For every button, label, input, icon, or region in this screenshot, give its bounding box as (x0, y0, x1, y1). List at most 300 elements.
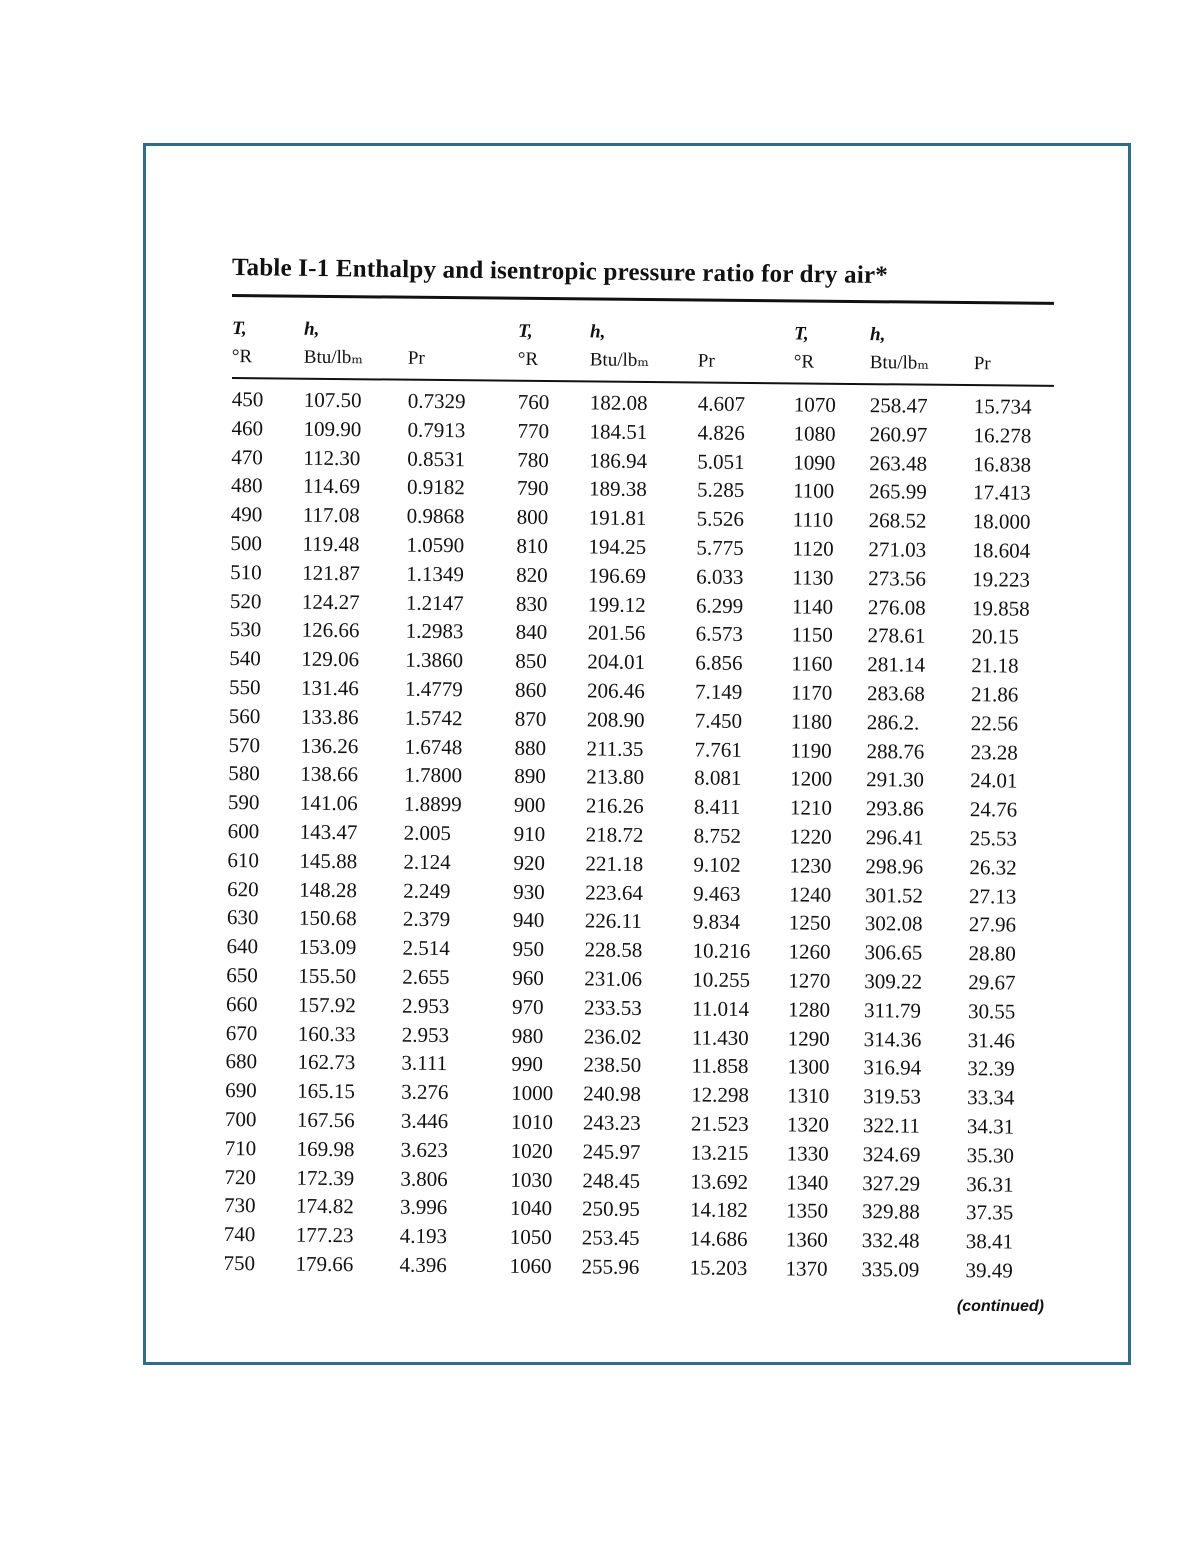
cell-enthalpy: 117.08 (302, 502, 360, 528)
cell-temperature: 450 (231, 386, 264, 412)
cell-pressure-ratio: 27.13 (969, 883, 1017, 909)
cell-pressure-ratio: 7.761 (694, 737, 742, 762)
cell-enthalpy: 332.48 (861, 1228, 920, 1253)
cell-pressure-ratio: 8.752 (693, 823, 742, 848)
cell-enthalpy: 281.14 (867, 652, 926, 677)
cell-enthalpy: 206.46 (586, 678, 645, 703)
cell-enthalpy: 288.76 (866, 738, 925, 764)
cell-temperature: 590 (227, 790, 260, 815)
cell-pressure-ratio: 31.46 (967, 1027, 1016, 1053)
header-unit: Pr (973, 353, 991, 375)
header-temperature (232, 305, 305, 372)
header-unit: Pr (407, 347, 425, 369)
cell-enthalpy: 268.52 (868, 508, 927, 533)
cell-enthalpy: 322.11 (862, 1113, 921, 1138)
header-unit: °R (517, 348, 539, 370)
cell-temperature: 1240 (789, 881, 832, 907)
header-symbol: h, (303, 318, 320, 340)
cell-pressure-ratio: 5.526 (696, 506, 745, 532)
cell-enthalpy: 265.99 (868, 479, 927, 505)
cell-temperature: 460 (231, 415, 264, 441)
cell-enthalpy: 107.50 (303, 387, 362, 413)
cell-enthalpy: 240.98 (583, 1081, 642, 1107)
cell-enthalpy: 248.45 (582, 1167, 641, 1193)
cell-enthalpy: 250.95 (581, 1196, 640, 1222)
cell-temperature: 1200 (790, 766, 833, 792)
cell-temperature: 1130 (792, 565, 834, 590)
header-enthalpy (870, 311, 975, 378)
cell-enthalpy: 141.06 (299, 790, 358, 816)
cell-enthalpy: 316.94 (863, 1055, 922, 1080)
cell-temperature: 1370 (785, 1256, 828, 1281)
cell-pressure-ratio: 13.692 (690, 1168, 749, 1194)
cell-temperature: 1220 (789, 824, 832, 849)
cell-pressure-ratio: 24.01 (970, 768, 1018, 793)
cell-enthalpy: 121.87 (302, 560, 361, 586)
cell-temperature: 1190 (790, 737, 832, 763)
cell-pressure-ratio: 19.223 (972, 566, 1031, 592)
cell-temperature: 680 (225, 1049, 258, 1074)
cell-pressure-ratio: 30.55 (967, 998, 1016, 1024)
cell-enthalpy: 311.79 (863, 997, 922, 1023)
header-unit: Btu/lbₘ (869, 352, 930, 374)
cell-pressure-ratio: 3.276 (401, 1079, 449, 1105)
cell-pressure-ratio: 2.655 (402, 964, 450, 990)
cell-enthalpy: 324.69 (862, 1141, 921, 1167)
cell-temperature: 1270 (788, 968, 831, 993)
cell-pressure-ratio: 3.111 (401, 1050, 448, 1076)
cell-enthalpy: 335.09 (861, 1256, 920, 1282)
cell-enthalpy: 236.02 (583, 1023, 642, 1049)
cell-enthalpy: 157.92 (297, 992, 356, 1017)
cell-temperature: 600 (227, 818, 260, 844)
cell-pressure-ratio: 0.9182 (406, 475, 465, 500)
cell-temperature: 1000 (511, 1080, 554, 1106)
cell-enthalpy: 208.90 (586, 707, 645, 732)
cell-enthalpy: 155.50 (298, 963, 357, 989)
cell-temperature: 900 (513, 792, 546, 818)
table-body (223, 385, 1054, 1286)
cell-enthalpy: 314.36 (863, 1026, 922, 1052)
cell-temperature: 1350 (785, 1198, 829, 1224)
cell-temperature: 480 (230, 473, 263, 498)
cell-enthalpy: 302.08 (864, 911, 923, 936)
cell-pressure-ratio: 3.623 (400, 1137, 449, 1162)
cell-pressure-ratio: 0.9868 (406, 503, 465, 529)
cell-pressure-ratio: 11.430 (691, 1024, 749, 1050)
cell-temperature: 500 (230, 530, 263, 556)
cell-pressure-ratio: 21.18 (971, 653, 1019, 678)
cell-pressure-ratio: 6.573 (695, 621, 743, 647)
cell-pressure-ratio: 2.379 (402, 907, 451, 932)
cell-enthalpy: 245.97 (582, 1139, 641, 1164)
cell-temperature: 840 (515, 620, 548, 645)
cell-enthalpy: 179.66 (295, 1251, 354, 1277)
cell-temperature: 1360 (785, 1227, 828, 1252)
cell-pressure-ratio: 10.216 (692, 938, 751, 964)
cell-temperature: 1100 (792, 478, 835, 504)
cell-temperature: 860 (514, 677, 547, 703)
table-title: Table I-1 Enthalpy and isentropic pressure ratio for dry air* (231, 254, 889, 290)
cell-enthalpy: 150.68 (298, 906, 357, 931)
cell-temperature: 1340 (786, 1169, 829, 1195)
cell-temperature: 1150 (791, 622, 833, 648)
cell-temperature: 820 (516, 562, 548, 587)
cell-temperature: 870 (514, 706, 547, 731)
cell-temperature: 540 (229, 646, 261, 671)
cell-pressure-ratio: 13.215 (690, 1140, 749, 1165)
cell-pressure-ratio: 9.102 (693, 852, 741, 877)
cell-temperature: 850 (515, 648, 547, 674)
cell-enthalpy: 243.23 (582, 1110, 641, 1135)
cell-temperature: 830 (515, 591, 548, 616)
cell-temperature: 910 (513, 821, 546, 846)
cell-enthalpy: 278.61 (867, 623, 926, 649)
cell-pressure-ratio: 7.450 (694, 708, 743, 733)
cell-pressure-ratio: 2.124 (403, 849, 451, 874)
cell-temperature: 720 (224, 1164, 257, 1189)
cell-pressure-ratio: 3.446 (400, 1108, 449, 1134)
cell-pressure-ratio: 17.413 (972, 480, 1031, 506)
cell-temperature: 710 (224, 1135, 257, 1160)
cell-enthalpy: 283.68 (866, 681, 925, 706)
cell-enthalpy: 260.97 (869, 421, 928, 447)
cell-temperature: 740 (223, 1222, 256, 1247)
cell-temperature: 560 (228, 703, 261, 729)
cell-temperature: 520 (229, 588, 262, 613)
header-unit: °R (793, 351, 815, 373)
cell-enthalpy: 233.53 (583, 995, 642, 1020)
cell-pressure-ratio: 21.523 (690, 1111, 749, 1136)
cell-enthalpy: 291.30 (866, 767, 925, 793)
cell-enthalpy: 204.01 (587, 649, 646, 675)
cell-temperature: 1280 (787, 997, 831, 1022)
cell-temperature: 950 (512, 936, 545, 962)
cell-temperature: 670 (225, 1020, 258, 1045)
cell-enthalpy: 201.56 (587, 620, 646, 646)
cell-enthalpy: 138.66 (300, 762, 359, 787)
document-frame (143, 143, 1131, 1365)
cell-temperature: 1040 (509, 1196, 553, 1221)
cell-pressure-ratio: 14.182 (689, 1197, 748, 1223)
header-unit: Pr (697, 350, 715, 372)
cell-temperature: 890 (514, 764, 546, 789)
cell-enthalpy: 211.35 (586, 735, 644, 761)
cell-enthalpy: 296.41 (865, 825, 924, 850)
cell-enthalpy: 273.56 (868, 565, 927, 591)
cell-temperature: 1010 (510, 1109, 554, 1135)
cell-temperature: 990 (511, 1052, 544, 1077)
cell-enthalpy: 286.2. (866, 709, 920, 735)
cell-pressure-ratio: 0.7329 (407, 388, 466, 414)
cell-enthalpy: 238.50 (583, 1052, 642, 1078)
header-symbol: h, (869, 324, 886, 346)
cell-pressure-ratio: 4.826 (697, 420, 745, 445)
cell-temperature: 690 (225, 1078, 257, 1103)
cell-pressure-ratio: 4.607 (697, 391, 746, 416)
cell-pressure-ratio: 32.39 (967, 1056, 1015, 1081)
header-symbol: T, (793, 323, 809, 345)
cell-temperature: 700 (224, 1106, 257, 1132)
cell-enthalpy: 276.08 (867, 594, 926, 620)
cell-pressure-ratio: 1.7800 (404, 763, 463, 788)
cell-temperature: 1080 (793, 421, 836, 446)
cell-enthalpy: 112.30 (303, 445, 361, 470)
cell-temperature: 920 (513, 850, 546, 875)
cell-pressure-ratio: 3.996 (400, 1194, 448, 1220)
cell-enthalpy: 216.26 (585, 793, 644, 819)
cell-temperature: 1110 (792, 507, 834, 532)
cell-temperature: 550 (228, 674, 261, 700)
cell-temperature: 1030 (510, 1167, 553, 1192)
cell-enthalpy: 182.08 (589, 390, 648, 415)
cell-temperature: 650 (226, 962, 258, 988)
cell-enthalpy: 226.11 (584, 908, 642, 934)
cell-pressure-ratio: 24.76 (969, 797, 1018, 822)
cell-enthalpy: 172.39 (296, 1165, 355, 1190)
cell-pressure-ratio: 6.299 (695, 593, 744, 618)
cell-pressure-ratio: 2.953 (401, 993, 450, 1018)
cell-pressure-ratio: 5.051 (697, 449, 745, 474)
cell-pressure-ratio: 10.255 (692, 967, 751, 992)
cell-pressure-ratio: 36.31 (966, 1171, 1014, 1197)
cell-temperature: 1320 (786, 1112, 830, 1137)
cell-temperature: 630 (226, 905, 259, 930)
cell-enthalpy: 189.38 (588, 476, 647, 502)
header-symbol: h, (589, 321, 606, 343)
cell-temperature: 580 (228, 761, 260, 786)
cell-temperature: 1070 (793, 392, 836, 417)
cell-temperature: 760 (517, 389, 550, 415)
cell-pressure-ratio: 29.67 (968, 970, 1016, 995)
cell-enthalpy: 174.82 (296, 1193, 354, 1219)
cell-pressure-ratio: 2.005 (403, 820, 452, 846)
cell-enthalpy: 196.69 (588, 563, 647, 588)
cell-enthalpy: 160.33 (297, 1021, 356, 1046)
cell-temperature: 880 (514, 735, 547, 760)
cell-pressure-ratio: 25.53 (969, 826, 1018, 851)
cell-temperature: 1300 (787, 1054, 830, 1080)
cell-pressure-ratio: 12.298 (691, 1082, 750, 1108)
header-enthalpy (304, 306, 409, 373)
cell-enthalpy: 253.45 (581, 1225, 640, 1251)
cell-pressure-ratio: 11.858 (691, 1053, 749, 1079)
cell-pressure-ratio: 38.41 (965, 1229, 1014, 1254)
cell-pressure-ratio: 6.033 (696, 564, 744, 589)
cell-temperature: 930 (513, 879, 545, 904)
cell-temperature: 980 (511, 1023, 544, 1048)
cell-temperature: 1210 (789, 795, 833, 820)
cell-pressure-ratio: 1.4779 (404, 676, 463, 702)
cell-pressure-ratio: 1.3860 (405, 647, 464, 673)
header-pressure-ratio (408, 307, 519, 374)
cell-enthalpy: 162.73 (297, 1049, 356, 1075)
cell-enthalpy: 186.94 (589, 448, 648, 473)
cell-pressure-ratio: 1.8899 (403, 791, 462, 817)
cell-pressure-ratio: 4.396 (399, 1252, 447, 1278)
header-symbol: T, (231, 318, 247, 340)
cell-temperature: 640 (226, 934, 259, 959)
cell-pressure-ratio: 26.32 (969, 854, 1017, 880)
cell-enthalpy: 258.47 (869, 393, 928, 418)
cell-enthalpy: 231.06 (584, 966, 643, 991)
continued-note: (continued) (956, 1298, 1044, 1315)
cell-temperature: 1260 (788, 939, 831, 964)
cell-pressure-ratio: 16.838 (973, 451, 1032, 477)
cell-temperature: 510 (230, 559, 262, 585)
cell-temperature: 1160 (791, 651, 833, 676)
cell-temperature: 770 (517, 418, 550, 443)
header-unit: °R (231, 345, 253, 368)
cell-pressure-ratio: 33.34 (967, 1085, 1015, 1110)
cell-temperature: 1250 (788, 910, 831, 936)
cell-pressure-ratio: 23.28 (970, 739, 1018, 765)
cell-enthalpy: 143.47 (299, 819, 358, 845)
cell-pressure-ratio: 0.8531 (407, 446, 466, 471)
header-pressure-ratio (698, 309, 795, 376)
cell-temperature: 780 (517, 447, 549, 472)
cell-enthalpy: 301.52 (865, 882, 923, 908)
cell-pressure-ratio: 1.1349 (406, 561, 465, 587)
cell-pressure-ratio: 9.834 (692, 909, 741, 935)
cell-enthalpy: 298.96 (865, 853, 924, 879)
cell-enthalpy: 184.51 (589, 419, 648, 444)
cell-pressure-ratio: 8.411 (693, 794, 741, 820)
cell-enthalpy: 199.12 (587, 592, 646, 617)
cell-pressure-ratio: 18.000 (972, 509, 1031, 534)
cell-temperature: 1310 (787, 1083, 830, 1108)
cell-pressure-ratio: 37.35 (965, 1200, 1014, 1225)
cell-pressure-ratio: 6.856 (695, 650, 743, 676)
header-pressure-ratio (974, 312, 1055, 379)
cell-temperature: 750 (223, 1250, 256, 1276)
cell-pressure-ratio: 35.30 (966, 1142, 1015, 1168)
cell-temperature: 810 (516, 533, 549, 559)
cell-enthalpy: 129.06 (301, 646, 360, 672)
cell-enthalpy: 213.80 (586, 764, 645, 790)
cell-enthalpy: 194.25 (588, 534, 647, 559)
cell-temperature: 490 (230, 502, 263, 527)
cell-pressure-ratio: 1.0590 (406, 532, 465, 558)
cell-pressure-ratio: 22.56 (970, 710, 1019, 736)
cell-temperature: 970 (511, 994, 544, 1019)
header-unit: Btu/lbₘ (303, 346, 364, 369)
cell-enthalpy: 126.66 (301, 618, 360, 643)
cell-pressure-ratio: 8.081 (694, 765, 742, 791)
cell-enthalpy: 119.48 (302, 531, 360, 557)
cell-pressure-ratio: 18.604 (972, 538, 1031, 563)
cell-temperature: 960 (512, 965, 544, 990)
cell-enthalpy: 223.64 (585, 879, 644, 905)
cell-temperature: 470 (231, 444, 263, 469)
cell-enthalpy: 169.98 (296, 1136, 355, 1161)
cell-pressure-ratio: 19.858 (971, 595, 1030, 621)
cell-temperature: 1230 (789, 853, 832, 878)
cell-pressure-ratio: 7.149 (694, 679, 743, 704)
cell-pressure-ratio: 1.2983 (405, 619, 464, 644)
cell-pressure-ratio: 0.7913 (407, 417, 466, 443)
cell-enthalpy: 309.22 (864, 969, 923, 994)
cell-enthalpy: 153.09 (298, 934, 357, 960)
cell-pressure-ratio: 16.278 (973, 422, 1032, 448)
cell-enthalpy: 177.23 (295, 1222, 354, 1248)
table-header (232, 305, 1055, 379)
cell-temperature: 1330 (786, 1141, 829, 1166)
cell-temperature: 790 (516, 476, 549, 501)
header-temperature (518, 308, 591, 375)
cell-enthalpy: 165.15 (297, 1078, 356, 1104)
cell-enthalpy: 148.28 (299, 877, 358, 902)
cell-enthalpy: 145.88 (299, 848, 358, 873)
cell-pressure-ratio: 27.96 (968, 912, 1017, 937)
cell-temperature: 1020 (510, 1138, 553, 1163)
cell-enthalpy: 319.53 (863, 1084, 922, 1109)
cell-pressure-ratio: 2.953 (401, 1022, 450, 1047)
cell-temperature: 1120 (792, 536, 834, 561)
header-unit: Btu/lbₘ (589, 349, 650, 372)
header-enthalpy (590, 308, 699, 375)
cell-pressure-ratio: 4.193 (399, 1223, 448, 1249)
cell-temperature: 730 (224, 1193, 256, 1218)
cell-pressure-ratio: 5.775 (696, 535, 744, 560)
cell-enthalpy: 218.72 (585, 822, 644, 847)
cell-enthalpy: 255.96 (581, 1254, 640, 1279)
cell-pressure-ratio: 15.734 (973, 394, 1032, 419)
cell-enthalpy: 293.86 (865, 796, 924, 821)
cell-temperature: 530 (229, 617, 262, 642)
cell-enthalpy: 327.29 (862, 1170, 921, 1196)
cell-temperature: 620 (227, 876, 259, 901)
cell-enthalpy: 124.27 (301, 589, 360, 614)
cell-temperature: 1180 (790, 709, 833, 734)
cell-pressure-ratio: 1.5742 (404, 705, 463, 730)
cell-pressure-ratio: 11.014 (691, 996, 750, 1021)
cell-temperature: 610 (227, 847, 260, 873)
cell-pressure-ratio: 28.80 (968, 941, 1016, 966)
cell-pressure-ratio: 20.15 (971, 624, 1019, 649)
cell-pressure-ratio: 1.2147 (405, 590, 464, 615)
cell-pressure-ratio: 21.86 (970, 682, 1019, 707)
cell-pressure-ratio: 3.806 (400, 1166, 448, 1191)
cell-enthalpy: 306.65 (864, 940, 923, 965)
cell-enthalpy: 131.46 (300, 675, 359, 701)
cell-temperature: 660 (225, 991, 258, 1017)
cell-pressure-ratio: 1.6748 (404, 734, 463, 759)
cell-enthalpy: 221.18 (585, 851, 644, 876)
cell-temperature: 570 (228, 732, 261, 757)
table-container (223, 254, 1054, 1283)
cell-enthalpy: 329.88 (861, 1199, 920, 1224)
cell-temperature: 800 (516, 504, 549, 530)
cell-temperature: 940 (512, 908, 545, 933)
cell-temperature: 1050 (509, 1224, 552, 1250)
cell-enthalpy: 114.69 (302, 474, 361, 499)
cell-enthalpy: 133.86 (300, 704, 359, 729)
cell-temperature: 1170 (790, 680, 833, 705)
cell-enthalpy: 191.81 (588, 505, 647, 531)
cell-enthalpy: 136.26 (300, 733, 359, 758)
cell-pressure-ratio: 15.203 (689, 1255, 748, 1280)
cell-enthalpy: 228.58 (584, 937, 643, 963)
cell-temperature: 1090 (793, 449, 836, 475)
cell-pressure-ratio: 34.31 (966, 1114, 1015, 1139)
top-rule (232, 294, 1054, 305)
cell-enthalpy: 109.90 (303, 416, 362, 442)
cell-temperature: 1060 (509, 1253, 552, 1279)
cell-pressure-ratio: 5.285 (696, 477, 745, 503)
cell-enthalpy: 167.56 (296, 1107, 355, 1133)
header-temperature (794, 310, 871, 377)
